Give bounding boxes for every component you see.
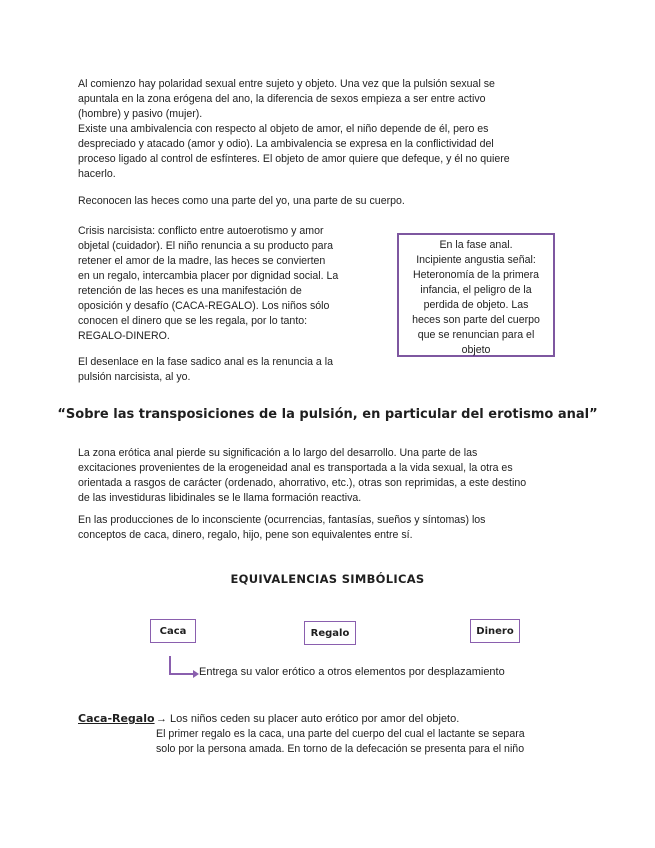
equivalencias-title: EQUIVALENCIAS SIMBÓLICAS: [230, 572, 425, 586]
desenlace-paragraph: El desenlace en la fase sadico anal es la renuncia a la pulsión narcisista, al yo.: [78, 356, 334, 383]
zona-erotica-paragraph: La zona erótica anal pierde su significación a lo largo del desarrollo. Una parte de las excitaciones provenientes de la erogeneidad anal es transportada a la vida sexual, la otra es orientada a rasgos de carácter (ordenado, ahorrativo, etc.), otras son reprimidas, a este destino de las investiduras libidinales se le llama formación reactiva.: [78, 447, 527, 504]
crisis-paragraph: Crisis narcisista: conflicto entre autoerotismo y amor objetal (cuidador). El niño renuncia a su producto para retener el amor de la madre, las heces se convierten en un regalo, intercambia placer por dignidad social. La retención de las heces es una manifestación de oposición y desafío (CACA-REGALO). Los niños sólo conocen el dinero que se les regala, por lo tanto: REGALO-DINERO.: [78, 225, 339, 342]
caca-regalo-paragraph: El primer regalo es la caca, una parte del cuerpo del cual el lactante se separa solo por la persona amada. En torno de la defecación se presenta para el niño: [156, 728, 525, 755]
intro-paragraph: Al comienzo hay polaridad sexual entre sujeto y objeto. Una vez que la pulsión sexual se apuntala en la zona erógena del ano, la diferencia de sexos empieza a ser entre activo (hombre) y pasivo (mujer). Existe una ambivalencia con respecto al objeto de amor, el niño depende de él, pero es despreciado y atacado (amor y odio). La ambivalencia se expresa en la conflictividad del proceso ligado al control de esfínteres. El objeto de amor quiere que defeque, y él no quiere hacerlo.: [78, 78, 510, 180]
intro-heces-paragraph: Reconocen las heces como una parte del yo, una parte de su cuerpo.: [78, 195, 405, 207]
bent-arrow-icon: [168, 655, 200, 679]
equivalence-box-dinero: Dinero: [470, 619, 520, 643]
equivalence-box-caca: Caca: [150, 619, 196, 643]
caca-regalo-label: Caca-Regalo: [78, 712, 155, 725]
section-heading: “Sobre las transposiciones de la pulsión, en particular del erotismo anal”: [57, 407, 598, 422]
producciones-paragraph: En las producciones de lo inconsciente (ocurrencias, fantasías, sueños y síntomas) los conceptos de caca, dinero, regalo, hijo, pene son equivalentes entre sí.: [78, 514, 486, 541]
fase-anal-callout-box: En la fase anal. Incipiente angustia señal: Heteronomía de la primera infancia, el peligro de la perdida de objeto. Las heces son parte del cuerpo que se renuncian para el objeto: [397, 233, 555, 357]
caca-regalo-first-line: → Los niños ceden su placer auto erótico por amor del objeto.: [156, 713, 460, 725]
equivalence-box-regalo: Regalo: [304, 621, 356, 645]
desplazamiento-caption: Entrega su valor erótico a otros elementos por desplazamiento: [199, 666, 505, 678]
